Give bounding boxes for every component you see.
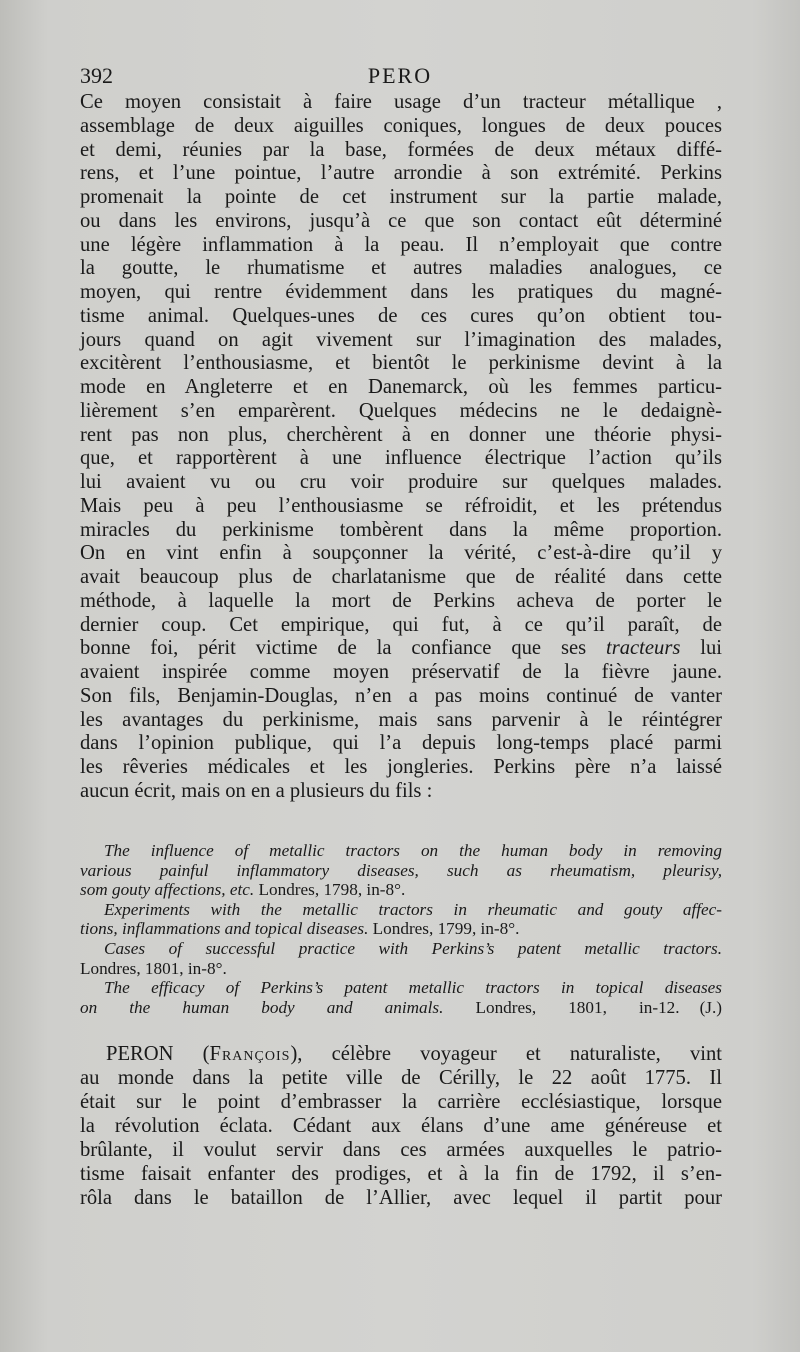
text-line: rent pas non plus, cherchèrent à en donner une théorie physi- — [80, 423, 722, 446]
bibliography — [80, 841, 722, 1017]
italic-term: tracteurs — [606, 637, 681, 660]
text-fragment: bonne foi, périt victime de la confiance que ses — [80, 637, 606, 660]
text-line: miracles du perkinisme tombèrent dans la même proportion. — [80, 518, 722, 541]
text-line: méthode, à laquelle la mort de Perkins acheva de porter le — [80, 589, 722, 612]
text-line: avaient inspirée comme moyen préservatif de la fièvre jaune. — [80, 661, 722, 683]
biblio-line — [80, 880, 722, 900]
text-line: la goutte, le rhumatisme et autres maladies analogues, ce — [80, 257, 722, 280]
text-line: lui avaient vu ou cru voir produire sur quelques malades. — [80, 471, 722, 493]
text-line: excitèrent l’enthousiasme, et bientôt le perkinisme devint à la — [80, 352, 722, 375]
entry-surname: PERON — [106, 1043, 174, 1065]
text-line: rens, et l’une pointue, l’autre arrondie à son extrémité. Perkins — [80, 162, 722, 185]
biblio-line — [80, 919, 722, 939]
work-publication: Londres, 1801, in-8°. — [80, 958, 227, 978]
text-line: les avantages du perkinisme, mais sans parvenir à le réintégrer — [80, 708, 722, 731]
text-line: était sur le point d’embrasser la carrière ecclésiastique, lorsque — [80, 1091, 722, 1113]
entry-forename: François — [209, 1043, 291, 1065]
text-line: rôla dans le bataillon de l’Allier, avec lequel il partit pour — [80, 1187, 722, 1209]
work-publication: Londres, 1798, in-8°. — [258, 880, 406, 900]
work-title: The influence of metallic tractors on the human body in removing — [104, 841, 722, 860]
body-paragraph — [80, 91, 722, 804]
work-title: som gouty affections, etc. — [80, 880, 255, 900]
text-line: dernier coup. Cet empirique, qui fut, à ce qu’il paraît, de — [80, 613, 722, 636]
text-line: aucun écrit, mais on en a plusieurs du fils : — [80, 779, 433, 802]
biblio-line — [80, 978, 722, 998]
text-line: et demi, réunies par la base, formées de deux métaux diffé- — [80, 138, 722, 161]
text-line: ou dans les environs, jusqu’à ce que son contact eût déterminé — [80, 209, 722, 232]
entry-peron — [80, 1042, 722, 1210]
work-title: Experiments with the metallic tractors in rheumatic and gouty affec- — [104, 899, 722, 919]
text-line: moyen, qui rentre évidemment dans les pratiques du magné- — [80, 281, 722, 303]
entry-first-line — [80, 1042, 722, 1066]
text-line: Mais peu à peu l’enthousiasme se réfroidit, et les prétendus — [80, 494, 722, 517]
text-line: les rêveries médicales et les jongleries. Perkins père n’a laissé — [80, 756, 722, 778]
work-title: on the human body and animals. — [80, 997, 444, 1017]
biblio-line — [80, 959, 722, 979]
author-signature: (J.) — [699, 997, 722, 1017]
text-line: assemblage de deux aiguilles coniques, longues de deux pouces — [80, 114, 722, 137]
text-line: tisme animal. Quelques-unes de ces cures qu’on obtient tou- — [80, 304, 722, 327]
entry-rest: (François), célèbre voyageur et naturaliste, vint — [202, 1043, 722, 1065]
text-line: avait beaucoup plus de charlatanisme que de réalité dans cette — [80, 566, 722, 588]
text-line: tisme faisait enfanter des prodiges, et à la fin de 1792, il s’en- — [80, 1163, 722, 1185]
text-line: jours quand on agit vivement sur l’imagination des malades, — [80, 328, 722, 351]
page-header — [80, 62, 720, 90]
text-line: brûlante, il voulut servir dans ces armées auxquelles le patrio- — [80, 1139, 722, 1161]
work-publication: Londres, 1801, in-12. — [475, 997, 680, 1017]
biblio-line — [80, 900, 722, 920]
text-line: dans l’opinion publique, qui l’a depuis long-temps placé parmi — [80, 732, 722, 755]
running-head: PERO — [367, 63, 433, 88]
text-line: mode en Angleterre et en Danemarck, où les femmes particu- — [80, 376, 722, 398]
work-title: The efficacy of Perkins’s patent metallic tractors in topical diseases — [104, 978, 722, 998]
text-line: au monde dans la petite ville de Cérilly, le 22 août 1775. Il — [80, 1067, 722, 1089]
biblio-line — [80, 998, 722, 1018]
text-line: que, et rapportèrent à une influence électrique l’action qu’ils — [80, 447, 722, 470]
work-publication: Londres, 1799, in-8°. — [372, 919, 520, 939]
work-title: Cases of successful practice with Perkins’s patent metallic tractors. — [104, 938, 722, 958]
text-line: Son fils, Benjamin-Douglas, n’en a pas moins continué de vanter — [80, 684, 722, 707]
text-line: une légère inflammation à la peau. Il n’employait que contre — [80, 233, 722, 256]
page-number: 392 — [80, 63, 113, 88]
text-line-with-italic — [80, 637, 722, 661]
text-line: lièrement s’en emparèrent. Quelques médecins ne le dedaignè- — [80, 399, 722, 422]
text-line: On en vint enfin à soupçonner la vérité, c’est-à-dire qu’il y — [80, 542, 722, 565]
biblio-line — [80, 861, 722, 881]
text-fragment: lui — [680, 637, 722, 660]
biblio-line — [80, 939, 722, 959]
text-line: promenait la pointe de cet instrument sur la partie malade, — [80, 186, 722, 208]
work-title: various painful inflammatory diseases, such as rheumatism, pleurisy, — [80, 860, 722, 880]
biblio-line — [80, 841, 722, 861]
text-line: la révolution éclata. Cédant aux élans d’une ame généreuse et — [80, 1115, 722, 1137]
work-title: tions, inflammations and topical diseases. — [80, 919, 369, 939]
text-line: Ce moyen consistait à faire usage d’un tracteur métallique , — [80, 91, 722, 113]
